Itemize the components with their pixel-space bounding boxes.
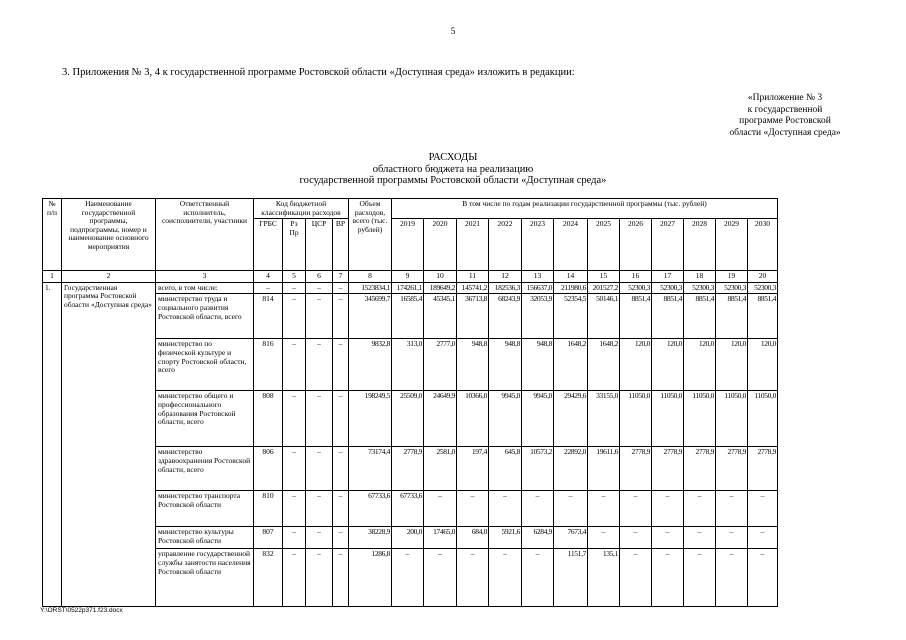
header-vr: ВР <box>333 219 349 271</box>
year-value: 120,0 <box>620 339 652 391</box>
column-index-cell: 10 <box>424 271 457 283</box>
year-value: – <box>489 549 522 607</box>
total-volume: 9832,8 <box>349 339 392 391</box>
year-value: 8851,4 <box>748 294 778 339</box>
year-value: 8851,4 <box>652 294 684 339</box>
responsible-executor: министерство труда и социального развития Ростовской области, всего <box>156 294 254 339</box>
year-value: 948,8 <box>489 339 522 391</box>
year-value: 6284,9 <box>522 527 554 549</box>
rzpr-code: – <box>283 549 306 607</box>
year-value: 197,4 <box>457 447 489 491</box>
program-name: Государственная программа Ростовской области «Доступная среда» <box>62 282 156 607</box>
column-index-cell: 16 <box>620 271 652 283</box>
column-index-cell: 12 <box>489 271 522 283</box>
year-value: – <box>716 491 748 527</box>
responsible-executor: министерство здравоохранения Ростовской области, всего <box>156 447 254 491</box>
responsible-executor: всего, в том числе: <box>156 282 254 294</box>
vr-code: – <box>333 549 349 607</box>
year-value: 120,0 <box>748 339 778 391</box>
column-index-cell: 8 <box>349 271 392 283</box>
year-value: – <box>620 527 652 549</box>
rzpr-code: – <box>283 339 306 391</box>
grbs-code: 807 <box>254 527 283 549</box>
year-value: 50146,1 <box>588 294 620 339</box>
column-index-cell: 3 <box>156 271 254 283</box>
column-index-cell: 17 <box>652 271 684 283</box>
expenses-table-container <box>42 198 778 607</box>
year-value: 10366,0 <box>457 391 489 447</box>
year-value: 948,8 <box>522 339 554 391</box>
csr-code: – <box>306 294 333 339</box>
total-volume: 345699,7 <box>349 294 392 339</box>
year-value: 52300,3 <box>748 282 778 294</box>
year-value: 11050,0 <box>716 391 748 447</box>
year-value: 25509,0 <box>392 391 424 447</box>
vr-code: – <box>333 391 349 447</box>
year-value: 201527,2 <box>588 282 620 294</box>
grbs-code: – <box>254 282 283 294</box>
year-value: 145741,2 <box>457 282 489 294</box>
year-value: 189649,2 <box>424 282 457 294</box>
csr-code: – <box>306 391 333 447</box>
year-value: 52300,3 <box>716 282 748 294</box>
year-value: 2778,9 <box>716 447 748 491</box>
appendix-line: программе Ростовской <box>739 116 831 126</box>
year-value: – <box>424 491 457 527</box>
expenses-table <box>42 198 778 607</box>
year-value: 120,0 <box>684 339 716 391</box>
column-index-cell: 7 <box>333 271 349 283</box>
header-year: 2029 <box>716 219 748 271</box>
total-volume: 67733,6 <box>349 491 392 527</box>
year-value: 2777,0 <box>424 339 457 391</box>
title-line: областного бюджета на реализацию <box>372 163 534 175</box>
year-value: 2778,9 <box>684 447 716 491</box>
year-value: 684,0 <box>457 527 489 549</box>
year-value: – <box>457 549 489 607</box>
column-index-cell: 6 <box>306 271 333 283</box>
responsible-executor: министерство культуры Ростовской области <box>156 527 254 549</box>
year-value: 33155,0 <box>588 391 620 447</box>
year-value: 9945,0 <box>522 391 554 447</box>
year-value: 948,8 <box>457 339 489 391</box>
year-value: 1151,7 <box>554 549 588 607</box>
year-value: – <box>684 527 716 549</box>
rzpr-code: – <box>283 527 306 549</box>
year-value: 313,0 <box>392 339 424 391</box>
year-value: – <box>522 491 554 527</box>
column-index-cell: 20 <box>748 271 778 283</box>
year-value: 2581,0 <box>424 447 457 491</box>
header-grbs: ГРБС <box>254 219 283 271</box>
year-value: 29429,6 <box>554 391 588 447</box>
column-index-cell: 2 <box>62 271 156 283</box>
year-value: – <box>748 527 778 549</box>
document-title <box>0 152 906 187</box>
year-value: – <box>424 549 457 607</box>
grbs-code: 808 <box>254 391 283 447</box>
year-value: 135,1 <box>588 549 620 607</box>
header-name: Наименование государственной программы, подпрограммы, номер и наименование основного мероприятия <box>62 199 156 271</box>
header-year: 2021 <box>457 219 489 271</box>
column-index-cell: 19 <box>716 271 748 283</box>
column-index-cell: 14 <box>554 271 588 283</box>
year-value: 17465,0 <box>424 527 457 549</box>
column-index-cell: 9 <box>392 271 424 283</box>
year-value: 5921,6 <box>489 527 522 549</box>
appendix-line: к государственной <box>747 104 823 115</box>
responsible-executor: управление государственной службы занятости населения Ростовской области <box>156 549 254 607</box>
header-year: 2024 <box>554 219 588 271</box>
header-year: 2019 <box>392 219 424 271</box>
year-value: – <box>620 549 652 607</box>
year-value: 11050,0 <box>652 391 684 447</box>
csr-code: – <box>306 339 333 391</box>
year-value: – <box>748 491 778 527</box>
year-value: – <box>748 549 778 607</box>
header-year: 2028 <box>684 219 716 271</box>
grbs-code: 816 <box>254 339 283 391</box>
year-value: – <box>522 549 554 607</box>
vr-code: – <box>333 339 349 391</box>
rzpr-code: – <box>283 391 306 447</box>
rzpr-code: – <box>283 282 306 294</box>
column-index-row <box>43 271 778 283</box>
column-index-cell: 11 <box>457 271 489 283</box>
responsible-executor: министерство общего и профессионального образования Ростовской области, всего <box>156 391 254 447</box>
csr-code: – <box>306 282 333 294</box>
column-index-cell: 1 <box>43 271 62 283</box>
vr-code: – <box>333 527 349 549</box>
year-value: 67733,6 <box>392 491 424 527</box>
grbs-code: 814 <box>254 294 283 339</box>
year-value: – <box>652 549 684 607</box>
appendix-line: области «Доступная среда» <box>729 127 841 138</box>
year-value: 156637,0 <box>522 282 554 294</box>
header-years-group: В том числе по годам реализации государственной программы (тыс. рублей) <box>392 199 778 219</box>
csr-code: – <box>306 527 333 549</box>
header-year: 2020 <box>424 219 457 271</box>
vr-code: – <box>333 282 349 294</box>
header-rzpr: Рз Пр <box>283 219 306 271</box>
row-number: 1. <box>43 282 62 607</box>
year-value: – <box>554 491 588 527</box>
file-path-footer: Y:\ORST\0522p371.f23.docx <box>40 607 123 614</box>
year-value: 10573,2 <box>522 447 554 491</box>
year-value: 2778,9 <box>620 447 652 491</box>
year-value: 7673,4 <box>554 527 588 549</box>
year-value: 120,0 <box>716 339 748 391</box>
grbs-code: 832 <box>254 549 283 607</box>
appendix-line: «Приложение № 3 <box>747 93 823 103</box>
vr-code: – <box>333 294 349 339</box>
year-value: 11050,0 <box>620 391 652 447</box>
year-value: – <box>716 527 748 549</box>
year-value: 22892,0 <box>554 447 588 491</box>
header-year: 2025 <box>588 219 620 271</box>
year-value: – <box>652 527 684 549</box>
year-value: 52300,3 <box>652 282 684 294</box>
page-number: 5 <box>450 26 456 36</box>
year-value: – <box>684 491 716 527</box>
responsible-executor: министерство по физической культуре и спорту Ростовской области, всего <box>156 339 254 391</box>
year-value: – <box>588 527 620 549</box>
header-responsible: Ответственный исполнитель, соисполнители, участники <box>156 199 254 271</box>
year-value: – <box>652 491 684 527</box>
column-index-cell: 5 <box>283 271 306 283</box>
table-row <box>43 282 778 294</box>
total-volume: 38228,9 <box>349 527 392 549</box>
year-value: 52300,3 <box>620 282 652 294</box>
year-value: 2778,9 <box>392 447 424 491</box>
appendix-reference <box>690 93 880 139</box>
total-volume: 1286,8 <box>349 549 392 607</box>
column-index-cell: 13 <box>522 271 554 283</box>
year-value: 45345,1 <box>424 294 457 339</box>
year-value: 9945,0 <box>489 391 522 447</box>
year-value: 16585,4 <box>392 294 424 339</box>
total-volume: 198249,5 <box>349 391 392 447</box>
column-index-cell: 18 <box>684 271 716 283</box>
year-value: 182536,3 <box>489 282 522 294</box>
title-line: государственной программы Ростовской области «Доступная среда» <box>299 175 607 186</box>
year-value: 1648,2 <box>588 339 620 391</box>
year-value: – <box>489 491 522 527</box>
year-value: 1648,2 <box>554 339 588 391</box>
rzpr-code: – <box>283 447 306 491</box>
total-volume: 1523834,1 <box>349 282 392 294</box>
year-value: 200,0 <box>392 527 424 549</box>
year-value: 8851,4 <box>684 294 716 339</box>
responsible-executor: министерство транспорта Ростовской области <box>156 491 254 527</box>
year-value: 68243,9 <box>489 294 522 339</box>
year-value: – <box>588 491 620 527</box>
header-num: № п/п <box>43 199 62 271</box>
csr-code: – <box>306 491 333 527</box>
title-line: РАСХОДЫ <box>428 152 478 163</box>
year-value: 2778,9 <box>652 447 684 491</box>
header-year: 2023 <box>522 219 554 271</box>
year-value: 211980,6 <box>554 282 588 294</box>
csr-code: – <box>306 447 333 491</box>
year-value: – <box>684 549 716 607</box>
year-value: 19611,6 <box>588 447 620 491</box>
header-year: 2030 <box>748 219 778 271</box>
header-volume: Объем расходов, всего (тыс. рублей) <box>349 199 392 271</box>
intro-paragraph: 3. Приложения № 3, 4 к государственной программе Ростовской области «Доступная среда» изложить в редакции: <box>62 67 575 78</box>
year-value: 24649,9 <box>424 391 457 447</box>
header-year: 2022 <box>489 219 522 271</box>
total-volume: 73174,4 <box>349 447 392 491</box>
rzpr-code: – <box>283 294 306 339</box>
year-value: 52300,3 <box>684 282 716 294</box>
year-value: 11050,0 <box>684 391 716 447</box>
year-value: 11050,0 <box>748 391 778 447</box>
year-value: 2778,9 <box>748 447 778 491</box>
year-value: 120,0 <box>652 339 684 391</box>
year-value: 32053,9 <box>522 294 554 339</box>
year-value: 174261,1 <box>392 282 424 294</box>
year-value: – <box>392 549 424 607</box>
header-year: 2027 <box>652 219 684 271</box>
vr-code: – <box>333 447 349 491</box>
grbs-code: 810 <box>254 491 283 527</box>
header-year: 2026 <box>620 219 652 271</box>
header-budget-code: Код бюджетной классификации расходов <box>254 199 349 219</box>
year-value: 8851,4 <box>716 294 748 339</box>
header-csr: ЦСР <box>306 219 333 271</box>
grbs-code: 806 <box>254 447 283 491</box>
column-index-cell: 4 <box>254 271 283 283</box>
year-value: – <box>716 549 748 607</box>
vr-code: – <box>333 491 349 527</box>
year-value: 52354,5 <box>554 294 588 339</box>
year-value: 8851,4 <box>620 294 652 339</box>
year-value: 645,8 <box>489 447 522 491</box>
rzpr-code: – <box>283 491 306 527</box>
csr-code: – <box>306 549 333 607</box>
year-value: – <box>457 491 489 527</box>
year-value: – <box>620 491 652 527</box>
year-value: 36713,8 <box>457 294 489 339</box>
column-index-cell: 15 <box>588 271 620 283</box>
